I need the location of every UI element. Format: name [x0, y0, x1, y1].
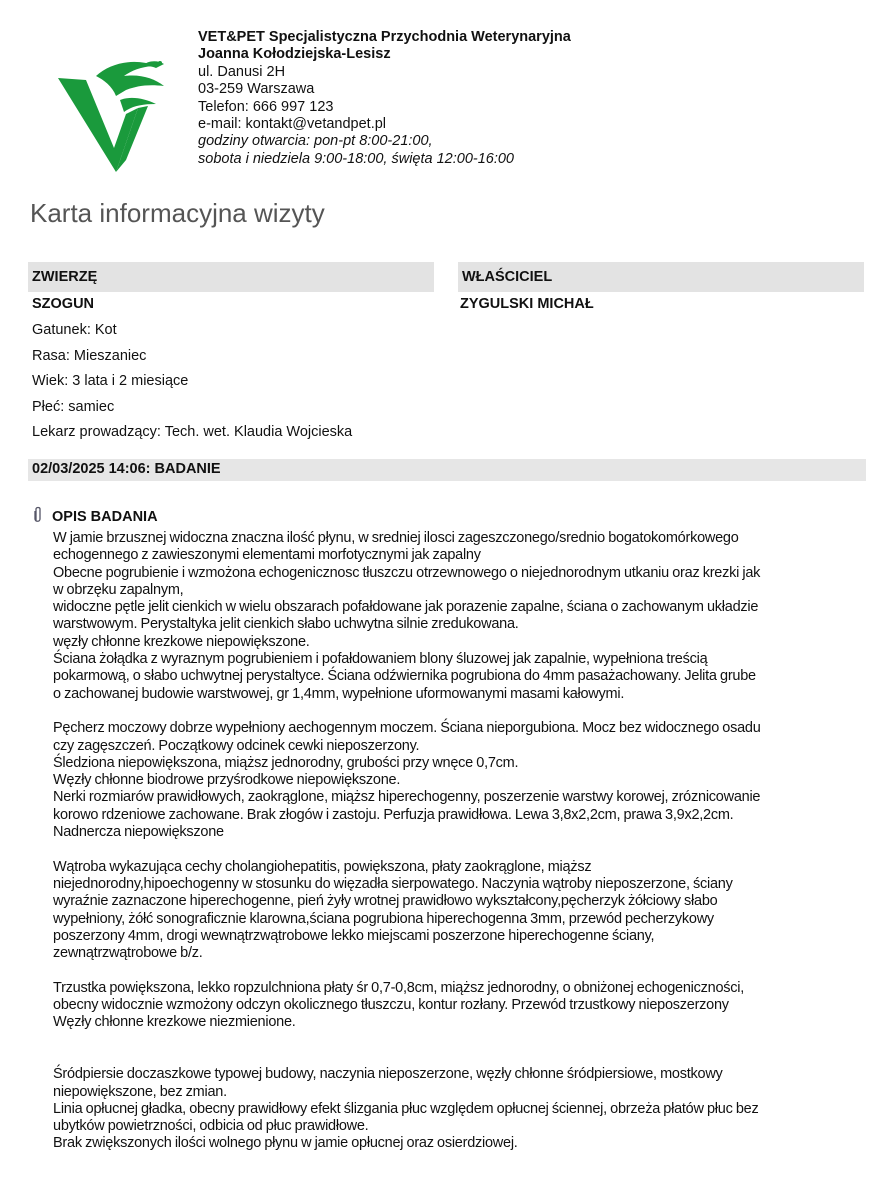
exam-line: ubytków powietrzności, odbicia od płuc prawidłowe. — [53, 1118, 369, 1135]
exam-line: niepowiększone, bez zmian. — [53, 1083, 227, 1100]
exam-line: w obrzęku zapalnym, — [53, 581, 184, 598]
exam-line: zewnątrzwątrobowe b/z. — [53, 945, 203, 962]
exam-line: Trzustka powiększona, lekko ropzulchniona płaty śr 0,7-0,8cm, miąższ jednorodny, o obniżonej echogeniczności, — [53, 979, 745, 996]
exam-line: wypełniony, żółć sonograficznie klarowna,ściana pogrubiona hiperechogenna 3mm, przewód pecherzykowy — [53, 910, 714, 927]
animal-breed: Rasa: Mieszaniec — [32, 347, 147, 364]
clinic-email: e-mail: kontakt@vetandpet.pl — [198, 116, 387, 133]
exam-line: korowo rdzeniowe zachowane. Brak złogów i zastoju. Perfuzja prawidłowa. Lewa 3,8x2,2cm, prawa 3,9x2,2cm. — [53, 806, 734, 823]
exam-line: Wątroba wykazująca cechy cholangiohepatitis, powiększona, płaty zaokrąglone, miąższ — [53, 858, 592, 875]
exam-line: pokarmową, o słabo uchwytnej perystaltyce. Ściana odźwiernika pogrubiona do 4mm pasażachowany. Jelita grube — [53, 668, 756, 685]
animal-age: Wiek: 3 lata i 2 miesiące — [32, 373, 189, 390]
visit-header: 02/03/2025 14:06: BADANIE — [28, 459, 866, 481]
owner-section-header: WŁAŚCICIEL — [458, 262, 864, 292]
document-title: Karta informacyjna wizyty — [30, 198, 325, 228]
exam-line: obecny widocznie wzmożony odczyn okolicznego tłuszczu, kontur rozłany. Przewód trzustkowy nieposzerzony — [53, 997, 729, 1014]
exam-line: Śródpiersie doczaszkowe typowej budowy, naczynia nieposzerzone, węzły chłonne śródpiersiowe, mostkowy — [53, 1066, 723, 1083]
owner-name: ZYGULSKI MICHAŁ — [460, 296, 594, 312]
clinic-street: ul. Danusi 2H — [198, 63, 286, 80]
clinic-phone: Telefon: 666 997 123 — [198, 98, 334, 115]
exam-section-title: OPIS BADANIA — [52, 509, 158, 525]
exam-line: W jamie brzusznej widoczna znaczna ilość płynu, w sredniej ilosci zageszczonego/srednio bogatokomórkowego — [53, 530, 739, 546]
exam-line: niejednorodny,hipoechogenny w stosunku do więzadła sierpowatego. Naczynia wątroby nieposzerzone, ściany — [53, 875, 733, 892]
exam-line — [53, 1049, 875, 1066]
animal-details — [32, 321, 352, 449]
exam-line — [53, 962, 875, 979]
paperclip-icon — [32, 505, 44, 525]
animal-name: SZOGUN — [32, 296, 95, 312]
exam-line: wyraźnie zaznaczone hiperechogenne, pień żyły wrotnej prawidłowo wykształcony,pęcherzyk żółciowy słabo — [53, 893, 718, 910]
exam-line: widoczne pętle jelit cienkich w wielu obszarach pofałdowane jak porazenie zapalne, ściana o zachowanym układzie — [53, 599, 759, 616]
exam-line: Pęcherz moczowy dobrze wypełniony aechogennym moczem. Ściana nieporgubiona. Mocz bez widocznego osadu — [53, 720, 761, 737]
exam-line: Ściana żołądka z wyraznym pogrubieniem i pofałdowaniem blony śluzowej jak zapalnie, wypełniona treścią — [53, 651, 708, 668]
exam-description — [53, 530, 875, 1153]
animal-species: Gatunek: Kot — [32, 322, 117, 338]
exam-line — [53, 703, 875, 720]
clinic-owner: Joanna Kołodziejska-Lesisz — [198, 46, 391, 63]
exam-line: Obecne pogrubienie i wzmożona echogenicznosc tłuszczu otrzewnowego o niejednorodnym utkaniu oraz krezki jak — [53, 564, 761, 581]
exam-line: czy zagęszczeń. Początkowy odcinek cewki nieposzerzony. — [53, 737, 420, 754]
exam-line: echogennego z zawieszonymi elementami morfotycznymi jak zapalny — [53, 547, 481, 564]
exam-line: Brak zwiększonych ilości wolnego płynu w jamie opłucnej oraz osierdziowej. — [53, 1135, 518, 1152]
animal-doctor: Lekarz prowadzący: Tech. wet. Klaudia Wojcieska — [32, 424, 353, 441]
exam-line: węzły chłonne krezkowe niepowiększone. — [53, 633, 310, 650]
clinic-hours-line2: sobota i niedziela 9:00-18:00, święta 12:00-16:00 — [198, 150, 514, 167]
exam-line — [53, 1032, 875, 1049]
clinic-name: VET&PET Specjalistyczna Przychodnia Weterynaryjna — [198, 29, 571, 45]
exam-line: Węzły chłonne biodrowe przyśrodkowe niepowiększone. — [53, 772, 401, 789]
animal-section-header: ZWIERZĘ — [28, 262, 434, 292]
clinic-header — [198, 29, 571, 168]
clinic-hours-line1: godziny otwarcia: pon-pt 8:00-21:00, — [198, 133, 433, 150]
clinic-city: 03-259 Warszawa — [198, 81, 315, 98]
exam-line: Nerki rozmiarów prawidłowych, zaokrąglone, miąższ hiperechogenny, poszerzenie warstwy korowej, zróznicowanie — [53, 789, 761, 806]
exam-line: Węzły chłonne krezkowe niezmienione. — [53, 1014, 296, 1031]
exam-line: Śledziona niepowiększona, miąższ jednorodny, grubości przy wnęce 0,7cm. — [53, 754, 519, 771]
exam-line: poszerzony 4mm, drogi wewnątrzwątrobowe lekko miejscami poszerzone hiperechogenne ściany, — [53, 927, 655, 944]
exam-line: warstwowym. Perystaltyka jelit cienkich słabo uchwytna silnie zredukowana. — [53, 616, 519, 633]
exam-line — [53, 841, 875, 858]
exam-line: Linia opłucnej gładka, obecny prawidłowy efekt ślizgania płuc względem opłucnej ściennej, obrzeża płatów płuc bez — [53, 1100, 759, 1117]
animal-sex: Płeć: samiec — [32, 398, 115, 415]
clinic-logo — [56, 56, 176, 174]
exam-line: Nadnercza niepowiększone — [53, 824, 224, 841]
exam-line: o zachowanej budowie warstwowej, gr 1,4mm, wypełnione uformowanymi masami kałowymi. — [53, 685, 625, 702]
